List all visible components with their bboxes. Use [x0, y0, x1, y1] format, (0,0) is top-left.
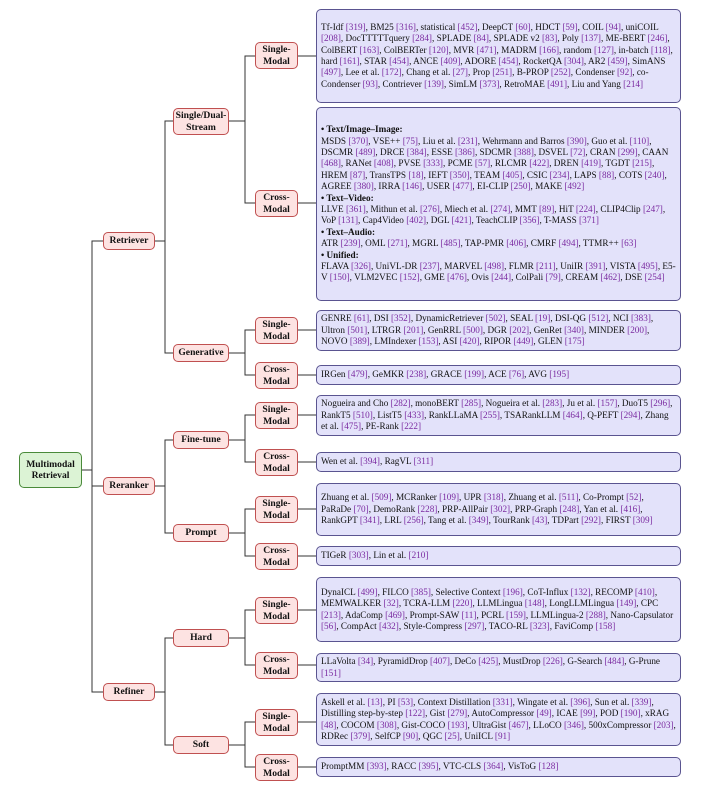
citation-ref[interactable]: [406]	[506, 238, 527, 249]
node-soft: Soft	[173, 736, 229, 754]
citation-ref[interactable]: [502]	[485, 313, 506, 324]
citation-ref[interactable]: [284]	[412, 33, 432, 44]
citation-ref[interactable]: [27]	[452, 67, 468, 78]
citation-ref[interactable]: [396]	[570, 696, 591, 707]
citation-ref[interactable]: [333]	[423, 158, 443, 169]
citation-ref[interactable]: [56]	[321, 620, 337, 631]
citation-ref[interactable]: [433]	[404, 409, 425, 420]
citation-ref[interactable]: [220]	[452, 598, 473, 609]
citation-ref[interactable]: [215]	[632, 158, 652, 169]
citation-ref[interactable]: [380]	[353, 181, 374, 192]
citation-ref[interactable]: [199]	[464, 369, 485, 380]
citation-ref[interactable]: [252]	[550, 67, 571, 78]
citation-ref[interactable]: [304]	[564, 56, 584, 66]
citation-ref[interactable]: [294]	[620, 409, 641, 420]
citation-ref[interactable]: [364]	[483, 761, 504, 772]
leaf-subheading-text-audio: • Text–Audio:	[321, 226, 376, 237]
leaf-soft-cross-modal	[316, 757, 681, 777]
citation-ref[interactable]: [509]	[371, 492, 392, 503]
citation-ref[interactable]: [510]	[352, 409, 373, 420]
leaf-text: Tf-Idf [319], BM25 [316], statistical [452], DeepCT [60], HDCT [59], COIL [94], uniCOIL [208], DocTTTTTquery [284], SPLADE [84], SPLADE v2 [83], Poly [137], ME-BERT [246], ColBERT [163], ColBERTer [120], MVR [471], MADRM [166], random [127], in-batch [118], hard [161], STAR [454], ANCE [409], ADORE [454], RocketQA [304], AR2 [459], SimANS [497], Lee et al. [172], Chang et al. [27], Prop [251], B-PROP [252], Condenser [92], co-Condenser [93], Contriever [139], SimLM [373], RetroMAE [491], Liu and Yang [214]	[321, 21, 673, 89]
node-prompt: Prompt	[173, 524, 229, 542]
citation-ref[interactable]: [271]	[387, 238, 408, 249]
citation-ref[interactable]: [79]	[545, 272, 561, 283]
citation-ref[interactable]: [250]	[510, 181, 531, 192]
citation-ref[interactable]: [389]	[349, 336, 370, 347]
node-cross-modal: Cross- Modal	[255, 754, 298, 781]
citation-ref[interactable]: [499]	[357, 586, 378, 597]
citation-ref[interactable]: [228]	[417, 503, 438, 514]
citation-ref[interactable]: [11]	[461, 609, 477, 620]
citation-ref[interactable]: [454]	[498, 56, 519, 66]
citation-ref[interactable]: [416]	[620, 503, 641, 514]
leaf-generative-single-modal	[316, 310, 681, 351]
citation-ref[interactable]: [43]	[531, 515, 548, 526]
root-node-multimodal-retrieval: Multimodal Retrieval	[19, 452, 82, 488]
citation-ref[interactable]: [425]	[478, 656, 499, 667]
leaf-hard-single-modal	[316, 577, 681, 642]
citation-ref[interactable]: [18]	[408, 169, 424, 180]
citation-ref[interactable]: [479]	[347, 369, 368, 380]
leaf-finetune-cross-modal	[316, 452, 681, 472]
citation-ref[interactable]: [201]	[403, 324, 424, 335]
citation-ref[interactable]: [158]	[595, 620, 616, 631]
citation-ref[interactable]: [25]	[444, 730, 460, 741]
citation-ref[interactable]: [459]	[607, 56, 628, 66]
citation-ref[interactable]: [150]	[329, 272, 350, 283]
citation-ref[interactable]: [122]	[405, 708, 426, 719]
citation-ref[interactable]: [491]	[547, 78, 568, 89]
citation-ref[interactable]: [193]	[447, 719, 468, 730]
citation-ref[interactable]: [202]	[509, 324, 530, 335]
citation-ref[interactable]: [244]	[491, 272, 512, 283]
citation-ref[interactable]: [132]	[570, 586, 591, 597]
citation-ref[interactable]: [390]	[566, 135, 587, 146]
citation-ref[interactable]: [311]	[413, 456, 434, 467]
citation-ref[interactable]: [146]	[402, 181, 423, 192]
citation-ref[interactable]: [93]	[362, 78, 378, 89]
node-cross-modal: Cross- Modal	[255, 449, 298, 476]
citation-ref[interactable]: [288]	[585, 609, 606, 620]
citation-ref[interactable]: [61]	[353, 313, 370, 324]
citation-ref[interactable]: [120]	[428, 44, 449, 55]
citation-ref[interactable]: [49]	[536, 708, 552, 719]
citation-ref[interactable]: [72]	[570, 146, 586, 157]
citation-ref[interactable]: [346]	[564, 719, 584, 730]
node-single-modal: Single- Modal	[255, 597, 298, 624]
citation-ref[interactable]: [471]	[476, 44, 497, 55]
citation-ref[interactable]: [386]	[455, 146, 475, 157]
citation-ref[interactable]: [350]	[449, 169, 470, 180]
citation-ref[interactable]: [407]	[430, 656, 450, 667]
citation-ref[interactable]: [59]	[562, 21, 578, 32]
leaf-text: FLAVA [326], UniVL-DR [237], MARVEL [498], FLMR [211], UniIR [391], VISTA [495], E5-V [150], VLM2VEC [152], GME [476], Ovis [244], ColPali [79], CREAM [462], DSE [254]	[321, 261, 676, 283]
citation-ref[interactable]: [254]	[644, 272, 665, 283]
leaf-retriever-cross-modal	[316, 107, 681, 301]
node-single-dual-stream: Single/Dual- Stream	[173, 108, 229, 135]
citation-ref[interactable]: [484]	[604, 656, 625, 667]
leaf-text: MSDS [370], VSE++ [75], Liu et al. [231], Wehrmann and Barros [390], Guo et al. [110], DSCMR [489], DRCE [384], ESSE [386], SDCMR [388], DSVEL [72], CRAN [299], CAAN [468], RANet [408], PVSE [333], PCME [57], RLCMR [422], DREN [419], TGDT [215], HREM [87], TransTPS [18], IEFT [350], TEAM [405], CSIC [234], LAPS [88], COTS [240], AGREE [380], IRRA [146], USER [477], EI-CLIP [250], MAKE [492]	[321, 135, 669, 192]
citation-ref[interactable]: [316]	[396, 21, 416, 32]
leaf-subheading-text-image: • Text/Image–Image:	[321, 124, 403, 135]
citation-ref[interactable]: [139]	[424, 78, 444, 89]
leaf-text: GENRE [61], DSI [352], DynamicRetriever [502], SEAL [19], DSI-QG [512], NCI [383], Ultron [501], LTRGR [201], GenRRL [500], DGR [202], GenRet [340], MINDER [200], NOVO [389], LMIndexer [153], ASI [420], RIPOR [449], GLEN [175]	[321, 313, 654, 347]
citation-ref[interactable]: [195]	[549, 369, 570, 380]
citation-ref[interactable]: [234]	[549, 169, 570, 180]
citation-ref[interactable]: [94]	[605, 21, 621, 32]
citation-ref[interactable]: [485]	[440, 238, 461, 249]
node-refiner: Refiner	[103, 683, 155, 701]
citation-ref[interactable]: [303]	[348, 550, 369, 561]
citation-ref[interactable]: [410]	[634, 586, 655, 597]
leaf-text: LLVE [361], Mithun et al. [276], Miech et al. [274], MMT [89], HiT [224], CLIP4Clip [247], VoP [131], Cap4Video [402], DGL [421], TeachCLIP [356], T-MASS [371]	[321, 204, 666, 226]
citation-ref[interactable]: [256]	[403, 515, 424, 526]
node-hard: Hard	[173, 629, 229, 647]
citation-ref[interactable]: [302]	[490, 503, 511, 514]
citation-ref[interactable]: [213]	[321, 609, 341, 620]
node-cross-modal: Cross- Modal	[255, 362, 298, 389]
citation-ref[interactable]: [384]	[406, 146, 427, 157]
citation-ref[interactable]: [352]	[390, 313, 411, 324]
node-reranker: Reranker	[103, 477, 155, 495]
citation-ref[interactable]: [224]	[575, 204, 596, 214]
citation-ref[interactable]: [422]	[529, 158, 550, 169]
leaf-text: PromptMM [393], RACC [395], VTC-CLS [364], VisToG [128]	[321, 761, 559, 772]
leaf-prompt-cross-modal	[316, 546, 681, 566]
citation-ref[interactable]: [159]	[506, 609, 526, 620]
citation-ref[interactable]: [349]	[468, 515, 489, 526]
citation-ref[interactable]: [309]	[632, 515, 653, 526]
citation-ref[interactable]: [489]	[355, 146, 376, 157]
citation-ref[interactable]: [255]	[480, 409, 500, 420]
citation-ref[interactable]: [391]	[585, 261, 606, 272]
citation-ref[interactable]: [297]	[464, 620, 485, 631]
citation-ref[interactable]: [237]	[419, 261, 440, 272]
node-cross-modal: Cross- Modal	[255, 543, 298, 570]
citation-ref[interactable]: [283]	[542, 398, 563, 409]
citation-ref[interactable]: [118]	[650, 44, 671, 55]
node-single-modal: Single- Modal	[255, 402, 298, 429]
citation-ref[interactable]: [308]	[376, 719, 397, 730]
citation-ref[interactable]: [454]	[389, 56, 410, 66]
leaf-retriever-single-modal	[316, 9, 681, 103]
citation-ref[interactable]: [99]	[580, 708, 596, 719]
citation-ref[interactable]: [231]	[457, 135, 478, 146]
citation-ref[interactable]: [395]	[418, 761, 439, 772]
citation-ref[interactable]: [449]	[513, 336, 534, 347]
citation-ref[interactable]: [500]	[463, 324, 483, 335]
citation-ref[interactable]: [91]	[494, 730, 511, 741]
citation-ref[interactable]: [282]	[390, 398, 411, 409]
citation-ref[interactable]: [149]	[616, 598, 637, 609]
leaf-subheading-unified: • Unified:	[321, 249, 359, 260]
citation-ref[interactable]: [153]	[418, 336, 439, 347]
citation-ref[interactable]: [495]	[637, 261, 658, 272]
citation-ref[interactable]: [319]	[345, 21, 366, 32]
citation-ref[interactable]: [361]	[345, 204, 366, 214]
citation-ref[interactable]: [157]	[597, 398, 618, 409]
citation-ref[interactable]: [379]	[350, 730, 371, 741]
citation-ref[interactable]: [512]	[588, 313, 609, 324]
citation-ref[interactable]: [494]	[558, 238, 579, 249]
citation-ref[interactable]: [469]	[385, 609, 405, 620]
citation-ref[interactable]: [476]	[447, 272, 467, 283]
citation-ref[interactable]: [239]	[340, 238, 361, 249]
citation-ref[interactable]: [109]	[439, 492, 460, 503]
citation-ref[interactable]: [127]	[594, 44, 614, 55]
citation-ref[interactable]: [32]	[383, 598, 399, 609]
citation-ref[interactable]: [34]	[357, 656, 374, 667]
citation-ref[interactable]: [370]	[348, 135, 369, 146]
citation-ref[interactable]: [57]	[474, 158, 491, 169]
node-cross-modal: Cross- Modal	[255, 190, 298, 217]
citation-ref[interactable]: [248]	[559, 503, 580, 514]
citation-ref[interactable]: [128]	[538, 761, 559, 772]
node-generative: Generative	[173, 344, 229, 362]
leaf-text: Wen et al. [394], RagVL [311]	[321, 456, 434, 467]
citation-ref[interactable]: [421]	[451, 215, 472, 226]
citation-ref[interactable]: [285]	[461, 398, 482, 409]
citation-ref[interactable]: [196]	[502, 586, 523, 597]
citation-ref[interactable]: [163]	[359, 44, 380, 55]
leaf-text: LLaVolta [34], PyramidDrop [407], DeCo [425], MustDrop [226], G-Search [484], G-Prune [151]	[321, 656, 660, 678]
citation-ref[interactable]: [432]	[378, 620, 399, 631]
citation-ref[interactable]: [419]	[581, 158, 602, 169]
citation-ref[interactable]: [210]	[408, 550, 429, 561]
citation-ref[interactable]: [161]	[339, 56, 360, 66]
leaf-subheading-text-video: • Text–Video:	[321, 192, 374, 203]
citation-ref[interactable]: [251]	[492, 67, 513, 78]
leaf-hard-cross-modal	[316, 653, 681, 682]
citation-ref[interactable]: [420]	[459, 336, 480, 347]
citation-ref[interactable]: [92]	[616, 67, 633, 78]
citation-ref[interactable]: [340]	[564, 324, 584, 335]
citation-ref[interactable]: [292]	[581, 515, 601, 526]
leaf-text: Nogueira and Cho [282], monoBERT [285], Nogueira et al. [283], Ju et al. [157], DuoT5 [296], RankT5 [510], ListT5 [433], RankLLaMA [255], TSARankLLM [464], Q-PEFT [294], Zhang et al. [475], PE-Rank [222]	[321, 398, 673, 432]
leaf-text: DynaICL [499], FILCO [385], Selective Context [196], CoT-Influx [132], RECOMP [410], MEMWALKER [32], TCRA-LLM [220], LLMLingua [148], LongLLMLingua [149], CPC [213], AdaComp [469], Prompt-SAW [11], PCRL [159], LLMLingua-2 [288], Nano-Capsulator [56], CompAct [432], Style-Compress [297], TACO-RL [323], FaviComp [158]	[321, 586, 674, 631]
citation-ref[interactable]: [462]	[600, 272, 621, 283]
citation-ref[interactable]: [247]	[642, 204, 663, 214]
citation-ref[interactable]: [356]	[519, 215, 540, 226]
citation-ref[interactable]: [203]	[653, 719, 674, 730]
citation-ref[interactable]: [240]	[644, 169, 665, 180]
citation-ref[interactable]: [84]	[473, 33, 489, 44]
citation-ref[interactable]: [408]	[373, 158, 394, 169]
citation-ref[interactable]: [208]	[321, 33, 341, 44]
citation-ref[interactable]: [246]	[647, 33, 668, 44]
leaf-text: TIGeR [303], Lin et al. [210]	[321, 550, 429, 561]
citation-ref[interactable]: [83]	[542, 33, 558, 44]
citation-ref[interactable]: [468]	[321, 158, 341, 169]
citation-ref[interactable]: [331]	[492, 696, 513, 707]
citation-ref[interactable]: [326]	[351, 261, 371, 272]
citation-ref[interactable]: [393]	[366, 761, 387, 772]
citation-ref[interactable]: [318]	[483, 492, 504, 503]
leaf-text: Askell et al. [13], PI [53], Context Distillation [331], Wingate et al. [396], Sun et al. [339], Distilling step-by-step [122], Gist [279], AutoCompressor [49], ICAE [99], POD [190], xRAG [48], COCOM [308], Gist-COCO [193], UltraGist [467], LLoCO [346], 500xCompressor [203], RDRec [379], SelfCP [90], QGC [25], UniICL [91]	[321, 696, 676, 741]
citation-ref[interactable]: [60]	[515, 21, 531, 32]
citation-ref[interactable]: [402]	[406, 215, 427, 226]
citation-ref[interactable]: [137]	[581, 33, 601, 44]
citation-ref[interactable]: [148]	[524, 598, 545, 609]
leaf-prompt-single-modal	[316, 483, 681, 536]
citation-ref[interactable]: [394]	[360, 456, 380, 467]
node-fine-tune: Fine-tune	[173, 431, 229, 449]
citation-ref[interactable]: [498]	[484, 261, 505, 272]
leaf-text: IRGen [479], GeMKR [238], GRACE [199], ACE [76], AVG [195]	[321, 369, 570, 380]
citation-ref[interactable]: [63]	[621, 238, 637, 249]
citation-ref[interactable]: [52]	[626, 492, 642, 503]
citation-ref[interactable]: [405]	[502, 169, 523, 180]
citation-ref[interactable]: [477]	[452, 181, 473, 192]
citation-ref[interactable]: [48]	[321, 719, 337, 730]
leaf-soft-single-modal	[316, 693, 681, 746]
citation-ref[interactable]: [90]	[402, 730, 419, 741]
citation-ref[interactable]: [211]	[536, 261, 556, 272]
citation-ref[interactable]: [214]	[623, 78, 644, 89]
citation-ref[interactable]: [341]	[359, 515, 380, 526]
citation-ref[interactable]: [76]	[508, 369, 525, 380]
citation-ref[interactable]: [383]	[631, 313, 651, 324]
citation-ref[interactable]: [89]	[538, 204, 555, 214]
citation-ref[interactable]: [70]	[353, 503, 369, 514]
node-single-modal: Single- Modal	[255, 317, 298, 344]
leaf-text: Zhuang et al. [509], MCRanker [109], UPR [318], Zhuang et al. [511], Co-Prompt [52], PaRaDe [70], DemoRank [228], PRP-AllPair [302], PRP-Graph [248], Yan et al. [416], RankGPT [341], LRL [256], Tang et al. [349], TourRank [43], TDPart [292], FIRST [309]	[321, 492, 653, 526]
citation-ref[interactable]: [88]	[598, 169, 615, 180]
node-cross-modal: Cross- Modal	[255, 652, 298, 679]
leaf-finetune-single-modal	[316, 395, 681, 436]
citation-ref[interactable]: [152]	[399, 272, 420, 283]
citation-ref[interactable]: [274]	[490, 204, 511, 214]
citation-ref[interactable]: [467]	[508, 719, 529, 730]
citation-ref[interactable]: [373]	[479, 78, 500, 89]
citation-ref[interactable]: [200]	[627, 324, 648, 335]
citation-ref[interactable]: [172]	[381, 67, 402, 78]
citation-ref[interactable]: [166]	[539, 44, 560, 55]
citation-ref[interactable]: [388]	[514, 146, 534, 157]
citation-ref[interactable]: [452]	[457, 21, 478, 32]
citation-ref[interactable]: [464]	[562, 409, 583, 420]
citation-ref[interactable]: [53]	[397, 696, 414, 707]
leaf-text: ATR [239], OML [271], MGRL [485], TAP-PMR [406], CMRF [494], TTMR++ [63]	[321, 238, 637, 249]
node-single-modal: Single- Modal	[255, 496, 298, 523]
node-single-modal: Single- Modal	[255, 42, 298, 69]
citation-ref[interactable]: [279]	[447, 708, 468, 719]
citation-ref[interactable]: [492]	[564, 181, 585, 192]
citation-ref[interactable]: [339]	[631, 696, 652, 707]
citation-ref[interactable]: [151]	[321, 667, 341, 678]
citation-ref[interactable]: [385]	[411, 586, 431, 597]
citation-ref[interactable]: [19]	[535, 313, 551, 324]
citation-ref[interactable]: [131]	[338, 215, 359, 226]
leaf-generative-cross-modal	[316, 365, 681, 385]
citation-ref[interactable]: [75]	[402, 135, 418, 146]
citation-ref[interactable]: [110]	[629, 135, 650, 146]
citation-ref[interactable]: [190]	[620, 708, 641, 719]
citation-ref[interactable]: [222]	[401, 421, 422, 432]
citation-ref[interactable]: [13]	[367, 696, 383, 707]
node-single-modal: Single- Modal	[255, 709, 298, 736]
citation-ref[interactable]: [323]	[529, 620, 550, 631]
citation-ref[interactable]: [299]	[617, 146, 638, 157]
citation-ref[interactable]: [238]	[406, 369, 427, 380]
citation-ref[interactable]: [296]	[650, 398, 671, 409]
citation-ref[interactable]: [497]	[321, 67, 341, 78]
citation-ref[interactable]: [409]	[440, 56, 461, 66]
citation-ref[interactable]: [87]	[349, 169, 366, 180]
citation-ref[interactable]: [501]	[347, 324, 368, 335]
citation-ref[interactable]: [175]	[564, 336, 585, 347]
node-retriever: Retriever	[103, 232, 155, 250]
citation-ref[interactable]: [226]	[542, 656, 563, 667]
citation-ref[interactable]: [371]	[579, 215, 599, 226]
citation-ref[interactable]: [511]	[558, 492, 579, 503]
citation-ref[interactable]: [475]	[341, 421, 362, 432]
citation-ref[interactable]: [276]	[419, 204, 440, 214]
